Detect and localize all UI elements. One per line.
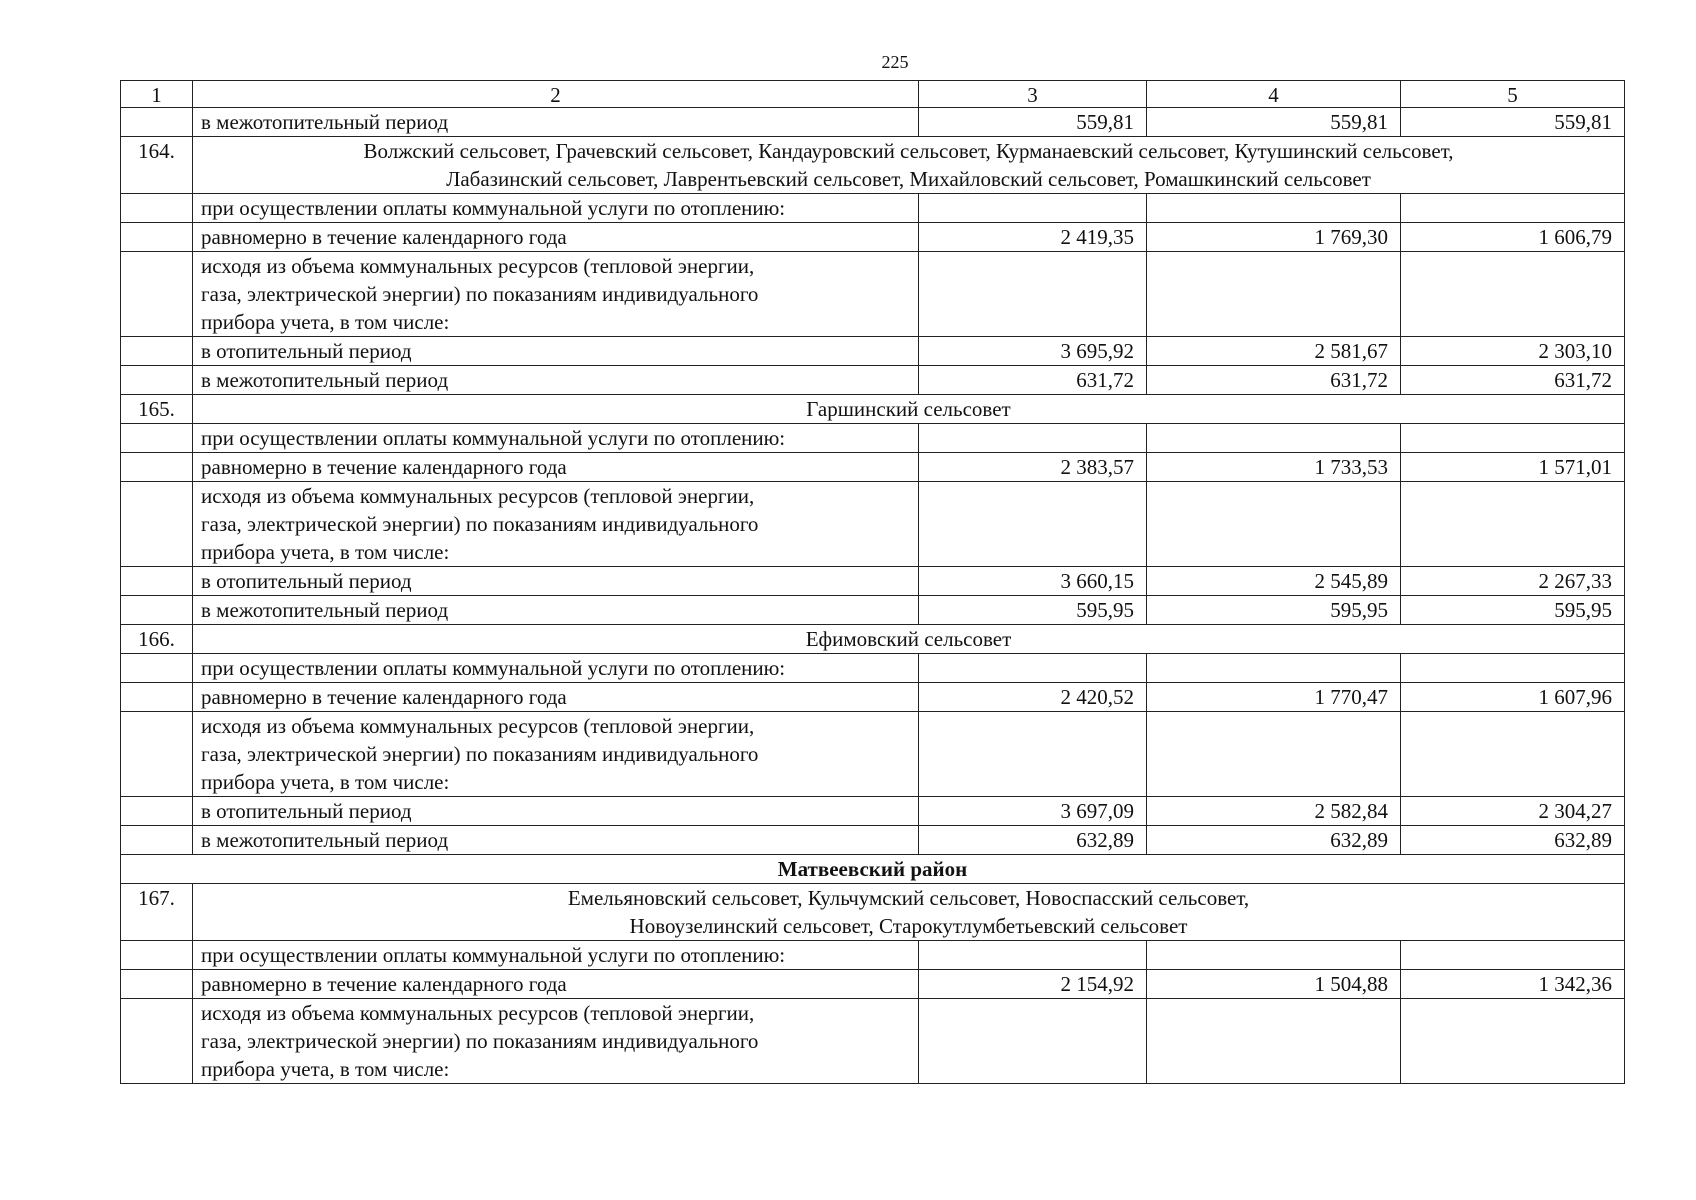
row-number-empty [121,654,193,683]
column-header-3: 3 [919,81,1147,108]
row-label: в межотопительный период [193,108,919,137]
row-label: в межотопительный период [193,366,919,395]
row-label: равномерно в течение календарного года [193,683,919,712]
table-row [121,482,1625,567]
table-row [121,424,1625,453]
value-col-3: 2 383,57 [919,453,1147,482]
value-col-4 [1147,482,1401,567]
section-row [121,395,1625,424]
value-col-5 [1401,941,1625,970]
value-col-3: 2 154,92 [919,970,1147,999]
section-row [121,137,1625,194]
row-number-empty [121,453,193,482]
value-col-3 [919,712,1147,797]
district-row [121,855,1625,884]
row-number-empty [121,941,193,970]
column-header-2: 2 [193,81,919,108]
value-col-3 [919,654,1147,683]
table-row [121,826,1625,855]
value-col-4: 632,89 [1147,826,1401,855]
value-col-4 [1147,424,1401,453]
value-col-3 [919,482,1147,567]
row-number: 164. [121,137,193,194]
section-title: Гаршинский сельсовет [193,395,1625,424]
value-col-5: 595,95 [1401,596,1625,625]
row-label: в межотопительный период [193,826,919,855]
value-col-5: 559,81 [1401,108,1625,137]
value-col-4: 1 504,88 [1147,970,1401,999]
row-label: в отопительный период [193,797,919,826]
section-title: Волжский сельсовет, Грачевский сельсовет, Кандауровский сельсовет, Курманаевский сельсовет, Кутушинский сельсовет, Лабазинский сельсовет, Лаврентьевский сельсовет, Михайловский сельсовет, Ромашкинский сельсовет [193,137,1625,194]
table-row [121,567,1625,596]
row-number-empty [121,337,193,366]
table-row [121,797,1625,826]
table-row [121,683,1625,712]
row-number-empty [121,970,193,999]
value-col-4: 559,81 [1147,108,1401,137]
value-col-4 [1147,941,1401,970]
value-col-4: 1 770,47 [1147,683,1401,712]
row-label: равномерно в течение календарного года [193,223,919,252]
value-col-3: 595,95 [919,596,1147,625]
value-col-5: 1 606,79 [1401,223,1625,252]
row-label: исходя из объема коммунальных ресурсов (тепловой энергии, газа, электрической энергии) по показаниям индивидуального прибора учета, в том числе: [193,712,919,797]
value-col-5 [1401,252,1625,337]
value-col-5 [1401,482,1625,567]
value-col-3 [919,999,1147,1084]
section-row [121,884,1625,941]
value-col-4 [1147,194,1401,223]
row-label: при осуществлении оплаты коммунальной услуги по отоплению: [193,194,919,223]
row-label: исходя из объема коммунальных ресурсов (тепловой энергии, газа, электрической энергии) по показаниям индивидуального прибора учета, в том числе: [193,252,919,337]
row-label: равномерно в течение календарного года [193,970,919,999]
value-col-4: 595,95 [1147,596,1401,625]
value-col-5 [1401,424,1625,453]
table-row [121,712,1625,797]
value-col-3 [919,252,1147,337]
value-col-5: 1 342,36 [1401,970,1625,999]
value-col-3: 2 420,52 [919,683,1147,712]
value-col-3: 2 419,35 [919,223,1147,252]
table-row [121,194,1625,223]
value-col-3: 3 660,15 [919,567,1147,596]
value-col-5: 2 267,33 [1401,567,1625,596]
row-label: в отопительный период [193,337,919,366]
table-row [121,941,1625,970]
value-col-3 [919,424,1147,453]
row-number-empty [121,252,193,337]
value-col-4: 2 582,84 [1147,797,1401,826]
value-col-5 [1401,999,1625,1084]
row-number-empty [121,108,193,137]
value-col-3: 631,72 [919,366,1147,395]
row-label: в межотопительный период [193,596,919,625]
value-col-4: 2 545,89 [1147,567,1401,596]
column-number-header-row [121,81,1625,108]
value-col-4 [1147,252,1401,337]
row-number: 165. [121,395,193,424]
table-row [121,970,1625,999]
row-number-empty [121,194,193,223]
row-number-empty [121,482,193,567]
section-title: Ефимовский сельсовет [193,625,1625,654]
row-label: при осуществлении оплаты коммунальной услуги по отоплению: [193,654,919,683]
value-col-3: 3 697,09 [919,797,1147,826]
value-col-3 [919,941,1147,970]
table-row [121,654,1625,683]
table-row [121,366,1625,395]
row-number-empty [121,596,193,625]
column-header-1: 1 [121,81,193,108]
table-row [121,252,1625,337]
section-title: Емельяновский сельсовет, Кульчумский сельсовет, Новоспасский сельсовет, Новоузелинский сельсовет, Старокутлумбетьевский сельсовет [193,884,1625,941]
row-number-empty [121,683,193,712]
row-number: 166. [121,625,193,654]
row-number-empty [121,424,193,453]
table-row [121,108,1625,137]
value-col-4: 631,72 [1147,366,1401,395]
row-number: 167. [121,884,193,941]
row-number-empty [121,223,193,252]
value-col-3: 559,81 [919,108,1147,137]
value-col-5: 632,89 [1401,826,1625,855]
value-col-4: 1 733,53 [1147,453,1401,482]
value-col-3: 3 695,92 [919,337,1147,366]
row-label: исходя из объема коммунальных ресурсов (тепловой энергии, газа, электрической энергии) по показаниям индивидуального прибора учета, в том числе: [193,999,919,1084]
row-label: при осуществлении оплаты коммунальной услуги по отоплению: [193,424,919,453]
row-number-empty [121,797,193,826]
table-row [121,999,1625,1084]
value-col-5: 2 304,27 [1401,797,1625,826]
value-col-5 [1401,654,1625,683]
value-col-5 [1401,194,1625,223]
district-title: Матвеевский район [121,855,1625,884]
row-label: при осуществлении оплаты коммунальной услуги по отоплению: [193,941,919,970]
table-row [121,223,1625,252]
row-number-empty [121,999,193,1084]
row-label: исходя из объема коммунальных ресурсов (тепловой энергии, газа, электрической энергии) по показаниям индивидуального прибора учета, в том числе: [193,482,919,567]
value-col-4 [1147,712,1401,797]
column-header-5: 5 [1401,81,1625,108]
row-number-empty [121,567,193,596]
value-col-4: 1 769,30 [1147,223,1401,252]
value-col-5: 1 571,01 [1401,453,1625,482]
row-number-empty [121,366,193,395]
page-number: 225 [881,52,909,72]
value-col-5: 1 607,96 [1401,683,1625,712]
row-number-empty [121,712,193,797]
table-row [121,596,1625,625]
value-col-3: 632,89 [919,826,1147,855]
table-row [121,453,1625,482]
value-col-4 [1147,654,1401,683]
row-label: равномерно в течение календарного года [193,453,919,482]
section-row [121,625,1625,654]
value-col-3 [919,194,1147,223]
value-col-4 [1147,999,1401,1084]
row-number-empty [121,826,193,855]
column-header-4: 4 [1147,81,1401,108]
value-col-5 [1401,712,1625,797]
value-col-4: 2 581,67 [1147,337,1401,366]
value-col-5: 2 303,10 [1401,337,1625,366]
tariff-table [120,80,1625,1084]
row-label: в отопительный период [193,567,919,596]
value-col-5: 631,72 [1401,366,1625,395]
table-row [121,337,1625,366]
